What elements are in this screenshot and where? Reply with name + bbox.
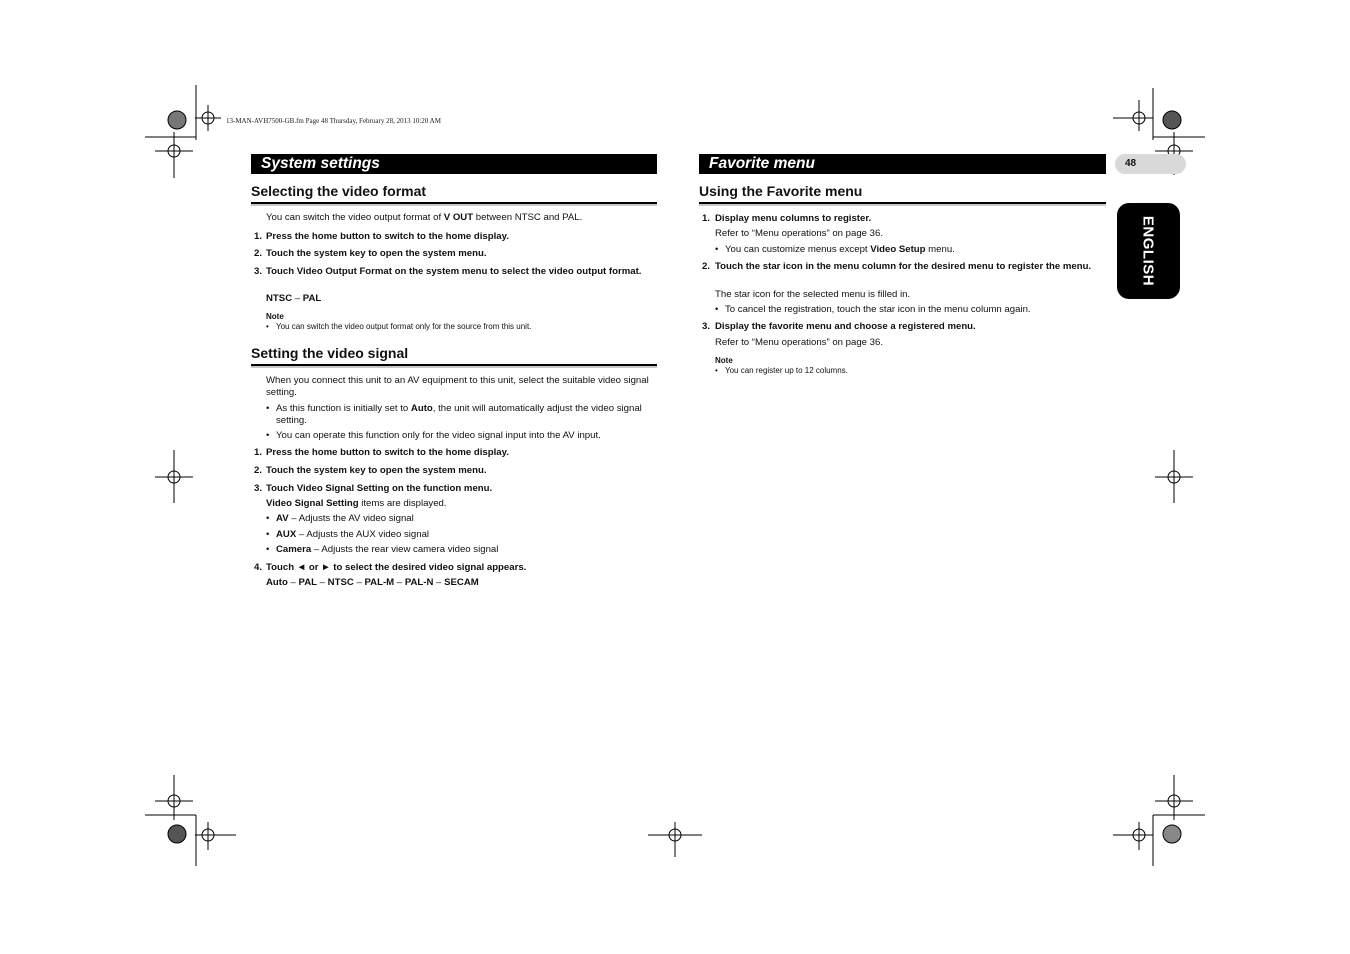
step-2: 2. Touch the star icon in the menu column for the desired menu to register the menu. [702,261,1092,272]
format-options: NTSC – PAL [266,293,322,304]
note-text: • You can register up to 12 columns. [725,366,848,375]
step-2: 2. Touch the system key to open the system menu. [254,465,487,476]
heading-rule [699,202,1106,206]
item-camera: • Camera – Adjusts the rear view camera video signal [276,544,498,556]
step-2: 2. Touch the system key to open the system menu. [254,248,487,259]
language-tab [1117,203,1180,299]
step-2-bullet: • To cancel the registration, touch the star icon in the menu column again. [725,304,1031,316]
heading-selecting-video-format: Selecting the video format [251,183,427,199]
heading-rule [251,202,657,206]
step-4: 4. Touch ◄ or ► to select the desired video signal appears. [254,562,527,573]
item-av: • AV – Adjusts the AV video signal [276,513,414,525]
bullet-av-input: • You can operate this function only for the video signal input into the AV input. [276,430,656,442]
intro-video-format: You can switch the video output format of V OUT between NTSC and PAL. [266,212,583,223]
file-header: 13-MAN-AVH7500-GB.fm Page 48 Thursday, February 28, 2013 10:20 AM [226,117,441,125]
step-3: 3. Display the favorite menu and choose a registered menu. [702,321,976,332]
step-1: 1. Press the home button to switch to the home display. [254,231,509,242]
signal-options: Auto – PAL – NTSC – PAL-M – PAL-N – SECAM [266,577,479,588]
step-1: 1. Press the home button to switch to the home display. [254,447,509,458]
step-1-bullet: • You can customize menus except Video Setup menu. [725,244,955,256]
step-3: 3. Touch Video Output Format on the system menu to select the video output format. [254,266,642,277]
section-bar-system-settings: System settings [251,154,657,174]
language-label: ENGLISH [1139,215,1157,287]
items-displayed: Video Signal Setting items are displayed. [266,498,447,509]
section-bar-favorite-menu: Favorite menu [699,154,1106,174]
heading-setting-video-signal: Setting the video signal [251,345,409,361]
heading-rule [251,364,657,368]
intro-video-signal: When you connect this unit to an AV equipment to this unit, select the suitable video signal setting. [266,375,649,398]
note-text: • You can switch the video output format only for the source from this unit. [276,322,531,331]
bullet-auto: • As this function is initially set to Auto, the unit will automatically adjust the video signal setting. [276,403,646,426]
step-1-ref: Refer to “Menu operations” on page 36. [715,228,883,239]
page-number: 48 [1115,154,1186,174]
item-aux: • AUX – Adjusts the AUX video signal [276,529,429,541]
note-label: Note [266,312,284,321]
heading-using-favorite-menu: Using the Favorite menu [699,183,863,199]
note-label: Note [715,356,733,365]
step-3: 3. Touch Video Signal Setting on the function menu. [254,483,493,494]
step-1: 1. Display menu columns to register. [702,213,872,224]
step-3-ref: Refer to “Menu operations” on page 36. [715,337,883,348]
step-2-para: The star icon for the selected menu is filled in. [715,289,911,300]
